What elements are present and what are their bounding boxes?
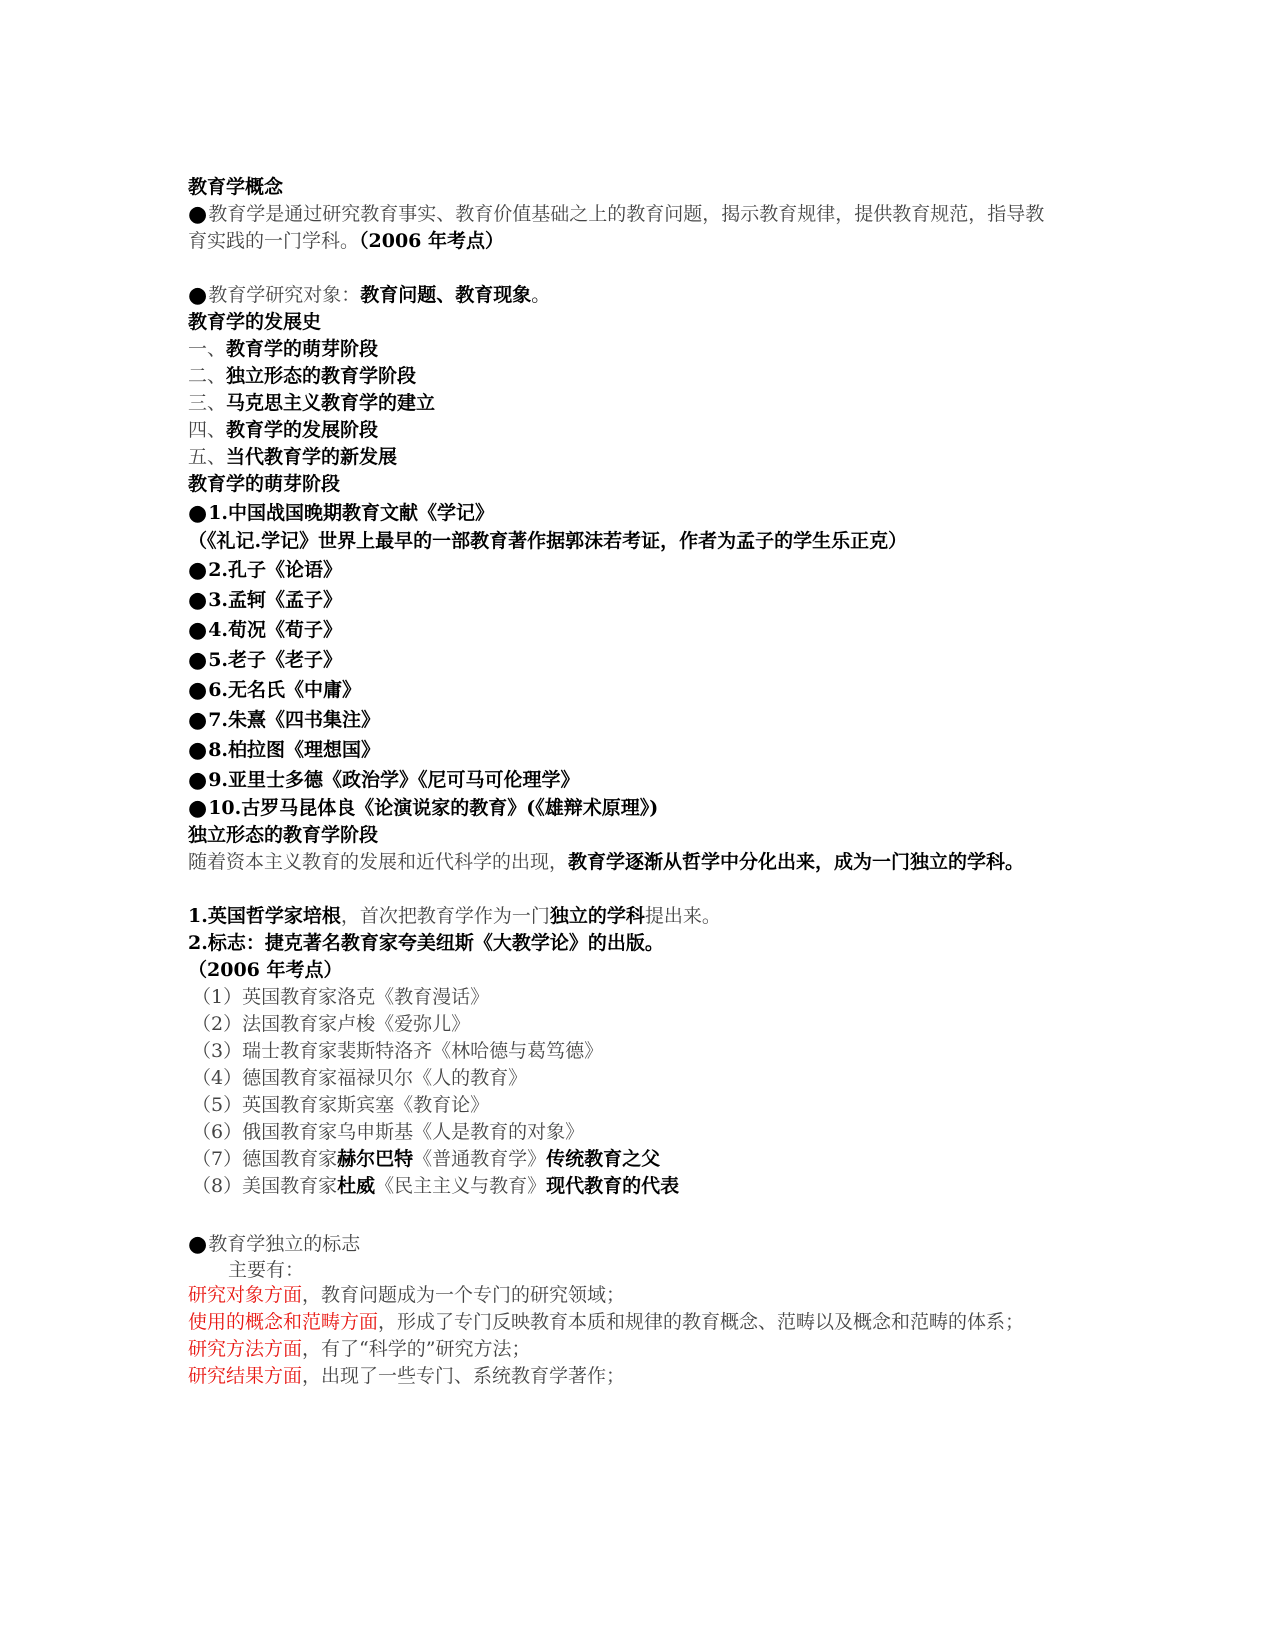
work-text: 美国教育家 bbox=[242, 1175, 338, 1197]
exam-note: （2006 年考点） bbox=[188, 959, 343, 981]
work-text: 英国教育家斯宾塞《教育论》 bbox=[242, 1094, 490, 1116]
work-number: （4） bbox=[192, 1067, 243, 1089]
definition-paragraph bbox=[188, 201, 1048, 255]
sprout-item bbox=[188, 795, 1088, 822]
sprout-item bbox=[188, 585, 1088, 615]
independent-para-bold: 教育学逐渐从哲学中分化出来，成为一门独立的学科。 bbox=[568, 851, 1025, 873]
sign-text: ，形成了专门反映教育本质和规律的教育概念、范畴以及概念和范畴的体系； bbox=[378, 1311, 1025, 1333]
bullet-icon: ● bbox=[188, 557, 208, 583]
stage-number: 三、 bbox=[188, 392, 227, 414]
sign-aspect: 使用的概念和范畴方面 bbox=[188, 1311, 379, 1333]
work-item bbox=[188, 984, 1088, 1011]
bacon-name: 1.英国哲学家培根 bbox=[188, 905, 341, 927]
sprout-item-text: 1.中国战国晚期教育文献《学记》 bbox=[208, 502, 495, 524]
work-text: 瑞士教育家裴斯特洛齐《林哈德与葛笃德》 bbox=[242, 1040, 604, 1062]
work-number: （2） bbox=[192, 1013, 243, 1035]
exam-note: （2006 年考点） bbox=[359, 230, 505, 252]
bacon-mid: ，首次把教育学作为一门 bbox=[340, 905, 550, 927]
sign-item bbox=[188, 1336, 1088, 1363]
history-heading: 教育学的发展史 bbox=[188, 311, 322, 333]
independent-paragraph bbox=[188, 849, 1058, 876]
sign-text: ，出现了一些专门、系统教育学著作； bbox=[302, 1365, 626, 1387]
work-author: 杜威 bbox=[337, 1175, 376, 1197]
sprout-item bbox=[188, 765, 1088, 795]
stage-item bbox=[188, 336, 1088, 363]
sprout-item-text: 8.柏拉图《理想国》 bbox=[208, 739, 381, 761]
sprout-item bbox=[188, 675, 1088, 705]
sprout-item bbox=[188, 498, 1088, 528]
stage-number: 四、 bbox=[188, 419, 227, 441]
stage-number: 五、 bbox=[188, 446, 227, 468]
sprout-heading: 教育学的萌芽阶段 bbox=[188, 473, 341, 495]
bullet-icon: ● bbox=[188, 707, 208, 733]
sprout-item-text: 2.孔子《论语》 bbox=[208, 559, 343, 581]
work-item bbox=[188, 1119, 1088, 1146]
sprout-item-text: 10.古罗马昆体良《论演说家的教育》(《雄辩术原理》) bbox=[208, 797, 659, 819]
stage-item bbox=[188, 390, 1088, 417]
work-number: （6） bbox=[192, 1121, 243, 1143]
independent-para-plain: 随着资本主义教育的发展和近代科学的出现， bbox=[188, 851, 569, 873]
research-object-value: 教育问题、教育现象 bbox=[360, 284, 532, 306]
signs-intro: 主要有： bbox=[228, 1259, 305, 1281]
work-item bbox=[188, 1092, 1088, 1119]
bullet-icon: ● bbox=[188, 737, 208, 763]
work-text: 德国教育家福禄贝尔《人的教育》 bbox=[242, 1067, 528, 1089]
bullet-icon: ● bbox=[188, 647, 208, 673]
work-number: （1） bbox=[192, 986, 243, 1008]
sprout-item bbox=[188, 645, 1088, 675]
research-object-end: 。 bbox=[531, 284, 551, 306]
sign-aspect: 研究方法方面 bbox=[188, 1338, 303, 1360]
stage-text: 马克思主义教育学的建立 bbox=[226, 392, 436, 414]
bullet-icon: ● bbox=[188, 1232, 208, 1257]
signs-heading bbox=[188, 1231, 1088, 1258]
work-text: 德国教育家 bbox=[242, 1148, 338, 1170]
works-list bbox=[188, 984, 1088, 1200]
stage-item bbox=[188, 363, 1088, 390]
sign-aspect: 研究结果方面 bbox=[188, 1365, 303, 1387]
bacon-emphasis: 独立的学科 bbox=[549, 905, 645, 927]
sprout-item-note: （《礼记.学记》世界上最早的一部教育著作据郭沫若考证，作者为孟子的学生乐正克） bbox=[188, 530, 908, 552]
sign-text: ，有了“科学的”研究方法； bbox=[302, 1338, 531, 1360]
document-body bbox=[188, 174, 1088, 1390]
sprout-item bbox=[188, 555, 1088, 585]
stage-number: 一、 bbox=[188, 338, 227, 360]
research-object-label: 教育学研究对象： bbox=[208, 284, 361, 306]
signs-list bbox=[188, 1282, 1088, 1390]
work-number: （7） bbox=[192, 1148, 243, 1170]
bullet-icon: ● bbox=[188, 500, 208, 526]
sprout-item bbox=[188, 705, 1088, 735]
work-item bbox=[188, 1173, 1088, 1200]
work-text: 俄国教育家乌申斯基《人是教育的对象》 bbox=[242, 1121, 585, 1143]
work-number: （8） bbox=[192, 1175, 243, 1197]
sprout-item-text: 3.孟轲《孟子》 bbox=[208, 589, 343, 611]
bullet-icon: ● bbox=[188, 617, 208, 643]
work-item bbox=[188, 1146, 1088, 1173]
sprout-item-text: 7.朱熹《四书集注》 bbox=[208, 709, 381, 731]
work-remark: 传统教育之父 bbox=[546, 1148, 661, 1170]
comenius-line: 2.标志：捷克著名教育家夸美纽斯《大教学论》的出版。 bbox=[188, 932, 664, 954]
work-text: 法国教育家卢梭《爱弥儿》 bbox=[242, 1013, 471, 1035]
sprout-item-text: 5.老子《老子》 bbox=[208, 649, 343, 671]
work-item bbox=[188, 1065, 1088, 1092]
bullet-icon: ● bbox=[188, 795, 208, 821]
bullet-icon: ● bbox=[188, 677, 208, 703]
stage-text: 当代教育学的新发展 bbox=[226, 446, 398, 468]
definition-text: 教育学是通过研究教育事实、教育价值基础之上的教育问题，揭示教育规律，提供教育规范，指导教育实践的一门学科。 bbox=[188, 203, 1045, 252]
bullet-icon: ● bbox=[188, 202, 208, 227]
stage-text: 独立形态的教育学阶段 bbox=[226, 365, 417, 387]
stage-item bbox=[188, 417, 1088, 444]
work-title: 《普通教育学》 bbox=[413, 1148, 547, 1170]
stage-text: 教育学的萌芽阶段 bbox=[226, 338, 379, 360]
bacon-end: 提出来。 bbox=[644, 905, 721, 927]
signs-heading-text: 教育学独立的标志 bbox=[208, 1233, 361, 1255]
bullet-icon: ● bbox=[188, 587, 208, 613]
work-text: 英国教育家洛克《教育漫话》 bbox=[242, 986, 490, 1008]
work-remark: 现代教育的代表 bbox=[546, 1175, 680, 1197]
stage-number: 二、 bbox=[188, 365, 227, 387]
page-title: 教育学概念 bbox=[188, 176, 284, 198]
independent-heading: 独立形态的教育学阶段 bbox=[188, 824, 379, 846]
work-author: 赫尔巴特 bbox=[337, 1148, 414, 1170]
work-title: 《民主主义与教育》 bbox=[375, 1175, 547, 1197]
sprout-item-text: 9.亚里士多德《政治学》《尼可马可伦理学》 bbox=[208, 769, 580, 791]
sprout-item-text: 6.无名氏《中庸》 bbox=[208, 679, 362, 701]
bullet-icon: ● bbox=[188, 767, 208, 793]
sign-item bbox=[188, 1282, 1088, 1309]
work-number: （5） bbox=[192, 1094, 243, 1116]
sign-item bbox=[188, 1309, 1048, 1336]
sprout-item-text: 4.荀况《荀子》 bbox=[208, 619, 343, 641]
stage-list bbox=[188, 336, 1088, 471]
bacon-line bbox=[188, 903, 1088, 930]
sprout-item bbox=[188, 735, 1088, 765]
bullet-icon: ● bbox=[188, 283, 208, 308]
sign-text: ，教育问题成为一个专门的研究领域； bbox=[302, 1284, 626, 1306]
sprout-item bbox=[188, 615, 1088, 645]
research-object bbox=[188, 282, 1088, 309]
sign-item bbox=[188, 1363, 1088, 1390]
stage-item bbox=[188, 444, 1088, 471]
work-item bbox=[188, 1011, 1088, 1038]
sign-aspect: 研究对象方面 bbox=[188, 1284, 303, 1306]
sprout-list bbox=[188, 498, 1088, 822]
work-item bbox=[188, 1038, 1088, 1065]
stage-text: 教育学的发展阶段 bbox=[226, 419, 379, 441]
work-number: （3） bbox=[192, 1040, 243, 1062]
